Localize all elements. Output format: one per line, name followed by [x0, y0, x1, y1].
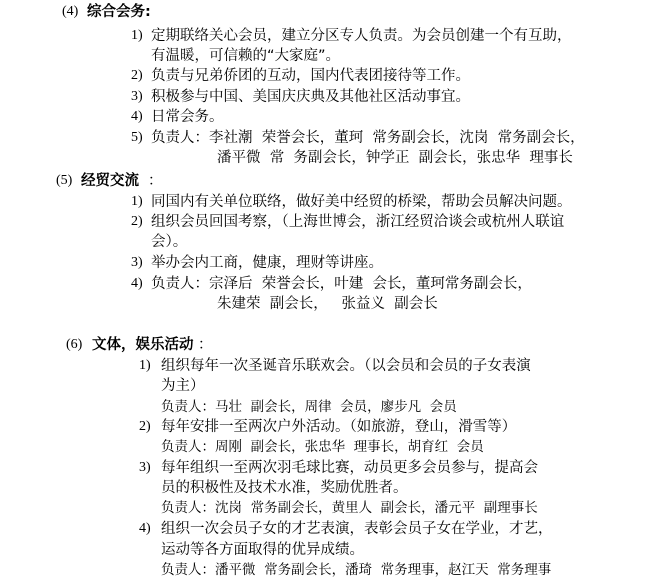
s4-item-2-number: 2) — [131, 68, 143, 83]
section-4-number: (4) — [62, 4, 79, 19]
s4-item-1-number: 1) — [131, 28, 143, 43]
s4-item-5-text: 负责人：李社潮 荣誉会长，董珂 常务副会长，沈岗 常务副会长， — [151, 130, 585, 146]
section-5-number: (5) — [56, 173, 73, 188]
s6-item-4-text: 组织一次会员子女的才艺表演，表彰会员子女在学业，才艺， — [161, 521, 553, 537]
s4-item-5-number: 5) — [131, 130, 143, 145]
s4-item-4-text: 日常会务。 — [151, 109, 224, 125]
s6-item-1-text: 组织每年一次圣诞音乐联欢会。（以会员和会员的子女表演 — [161, 358, 531, 374]
s6-item-2-number: 2) — [139, 419, 151, 434]
section-6-title: 文体，娱乐活动 — [92, 337, 194, 353]
s5-item-2-text: 组织会员回国考察，（上海世博会，浙江经贸洽谈会或杭州人联谊 — [151, 214, 565, 230]
s4-item-4-number: 4) — [131, 109, 143, 124]
s5-item-3-number: 3) — [131, 255, 143, 270]
s5-item-1-number: 1) — [131, 194, 143, 209]
s6-item-3-text: 每年组织一至两次羽毛球比赛，动员更多会员参与，提高会 — [161, 460, 538, 476]
s5-item-2-cont: 会）。 — [151, 234, 188, 250]
section-5-colon: ： — [148, 173, 163, 189]
section-4-title: 综合会务: — [87, 4, 151, 20]
s6-item-4-number: 4) — [139, 521, 151, 536]
s6-item-2-lead: 负责人：周刚 副会长，张忠华 理事长，胡育红 会员 — [161, 439, 484, 455]
s5-item-4-cont: 朱建荣 副会长， 张益义 副会长 — [217, 296, 438, 312]
s6-item-1-lead: 负责人：马壮 副会长，周律 会员，廖步凡 会员 — [161, 399, 457, 415]
s6-item-3-lead: 负责人：沈岗 常务副会长，黄里人 副会长，潘元平 副理事长 — [161, 500, 538, 516]
s6-item-3-number: 3) — [139, 460, 151, 475]
section-6-colon: ： — [198, 337, 213, 353]
s6-item-2-text: 每年安排一至两次户外活动。（如旅游，登山，滑雪等） — [161, 419, 517, 435]
s4-item-1-cont: 有温暖，可信赖的“大家庭”。 — [151, 48, 341, 64]
s4-item-1-text: 定期联络关心会员，建立分区专人负责。为会员创建一个有互助， — [151, 28, 572, 44]
section-5-title: 经贸交流 — [81, 173, 139, 189]
section-6-number: (6) — [66, 337, 83, 352]
s6-item-1-number: 1) — [139, 358, 151, 373]
s6-item-3-cont: 员的积极性及技术水准，奖励优胜者。 — [161, 480, 408, 496]
s6-item-1-cont: 为主） — [161, 378, 205, 394]
s5-item-4-number: 4) — [131, 276, 143, 291]
s5-item-3-text: 举办会内工商，健康，理财等讲座。 — [151, 255, 383, 271]
s4-item-2-text: 负责与兄弟侨团的互动，国内代表团接待等工作。 — [151, 68, 470, 84]
s4-item-3-text: 积极参与中国、美国庆庆典及其他社区活动事宜。 — [151, 89, 470, 105]
s5-item-4-text: 负责人：宗泽后 荣誉会长，叶建 会长，董珂常务副会长， — [151, 276, 532, 292]
s6-item-4-cont: 运动等各方面取得的优异成绩。 — [161, 542, 364, 558]
s4-item-3-number: 3) — [131, 89, 143, 104]
s4-item-5-cont: 潘平微 常 务副会长，钟学正 副会长，张忠华 理事长 — [217, 150, 573, 166]
s6-item-4-lead: 负责人：潘平微 常务副会长，潘琦 常务理事，赵江天 常务理事 — [161, 562, 552, 578]
s5-item-1-text: 同国内有关单位联络，做好美中经贸的桥梁，帮助会员解决问题。 — [151, 194, 572, 210]
s5-item-2-number: 2) — [131, 214, 143, 229]
